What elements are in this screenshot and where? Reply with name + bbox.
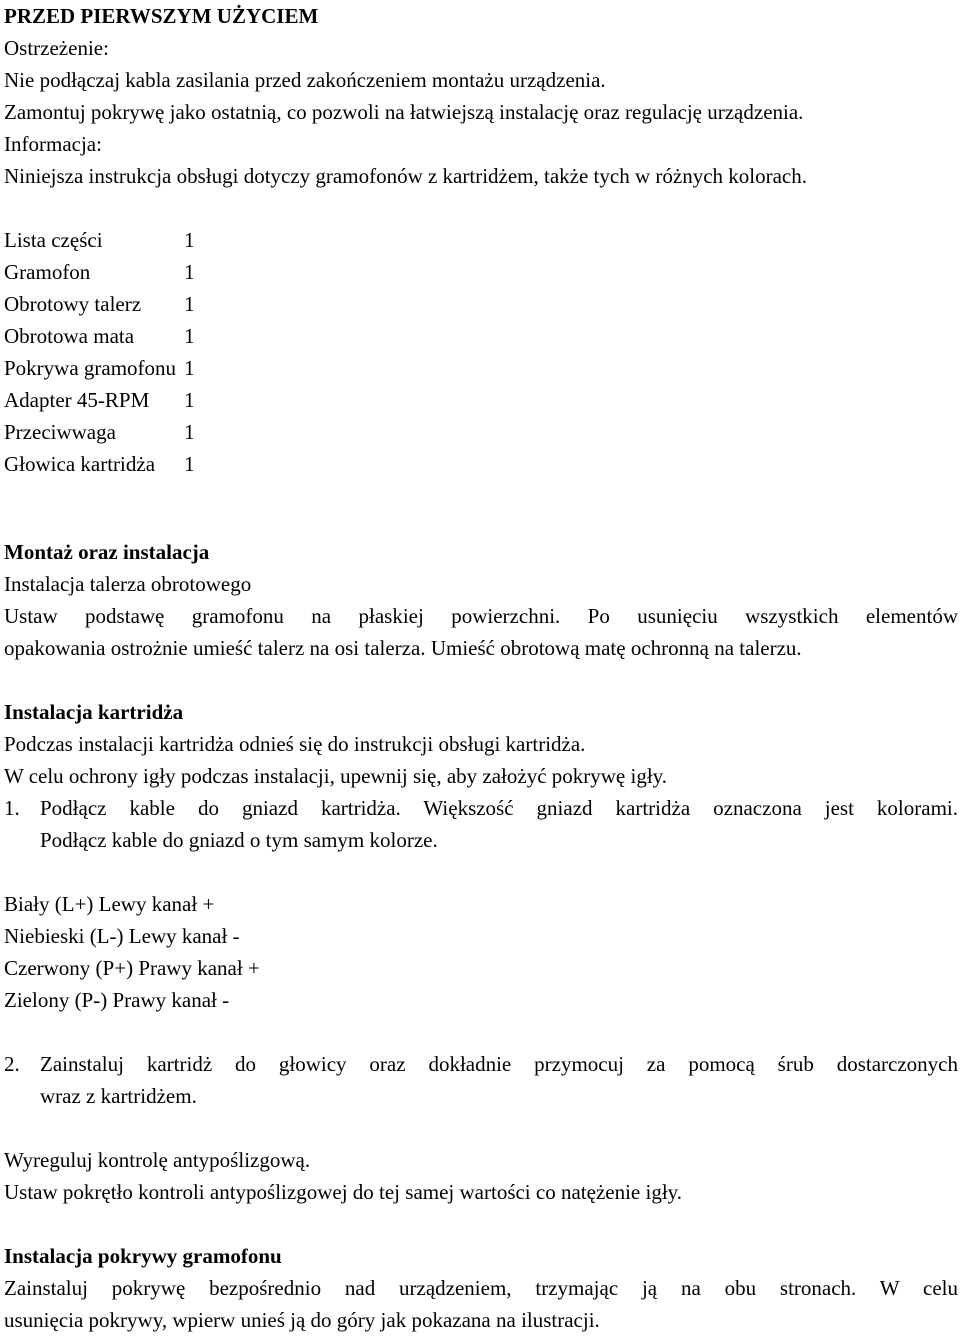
step-1-line-1: Podłącz kable do gniazd kartridża. Większość gniazd kartridża oznaczona jest kolorami. [40, 796, 958, 820]
part-qty: 1 [184, 420, 195, 444]
part-qty: 1 [184, 260, 195, 284]
assembly-subheading: Instalacja talerza obrotowego [4, 572, 252, 596]
warning-line-2: Zamontuj pokrywę jako ostatnią, co pozwoli na łatwiejszą instalację oraz regulację urządzenia. [4, 100, 804, 124]
warning-label: Ostrzeżenie: [4, 36, 109, 60]
table-row [4, 384, 195, 416]
step-2-line-1: Zainstaluj kartridż do głowicy oraz dokładnie przymocuj za pomocą śrub dostarczonych [40, 1052, 958, 1076]
table-row [4, 256, 195, 288]
spacer [4, 480, 958, 536]
channel-item: Niebieski (L-) Lewy kanał - [4, 924, 240, 948]
page-title: PRZED PIERWSZYM UŻYCIEM [4, 4, 319, 28]
antiskate-line-2: Ustaw pokrętło kontroli antypoślizgowej do tej samej wartości co natężenie igły. [4, 1180, 683, 1204]
part-qty: 1 [184, 228, 195, 252]
part-name: Przeciwwaga [4, 420, 116, 444]
spacer [4, 192, 958, 224]
part-name: Obrotowy talerz [4, 292, 142, 316]
cover-heading: Instalacja pokrywy gramofonu [4, 1244, 282, 1268]
part-name: Głowica kartridża [4, 452, 156, 476]
step-number: 2. [4, 1052, 20, 1076]
table-row [4, 320, 195, 352]
part-qty: 1 [184, 356, 195, 380]
assembly-paragraph-line-2: opakowania ostrożnie umieść talerz na osi talerza. Umieść obrotową matę ochronną na talerzu. [4, 636, 802, 660]
spacer [4, 1016, 958, 1048]
part-qty: 1 [184, 324, 195, 348]
spacer [4, 1208, 958, 1240]
part-name: Pokrywa gramofonu [4, 356, 177, 380]
part-qty: 1 [184, 388, 195, 412]
table-row [4, 224, 195, 256]
part-name: Obrotowa mata [4, 324, 135, 348]
part-qty: 1 [184, 292, 195, 316]
table-row [4, 288, 195, 320]
table-row [4, 448, 195, 480]
step-2 [4, 1048, 958, 1080]
part-name: Gramofon [4, 260, 91, 284]
table-row [4, 352, 195, 384]
assembly-paragraph-line-1: Ustaw podstawę gramofonu na płaskiej powierzchni. Po usunięciu wszystkich elementów [4, 604, 958, 628]
channel-item: Zielony (P-) Prawy kanał - [4, 988, 230, 1012]
cartridge-line-2: W celu ochrony igły podczas instalacji, upewnij się, aby założyć pokrywę igły. [4, 764, 668, 788]
info-line: Niniejsza instrukcja obsługi dotyczy gramofonów z kartridżem, także tych w różnych kolorach. [4, 164, 807, 188]
cover-line-2: usunięcia pokrywy, wpierw unieś ją do góry jak pokazana na ilustracji. [4, 1308, 600, 1332]
spacer [4, 664, 958, 696]
antiskate-line-1: Wyreguluj kontrolę antypoślizgową. [4, 1148, 311, 1172]
channel-item: Czerwony (P+) Prawy kanał + [4, 956, 260, 980]
step-1-line-2: Podłącz kable do gniazd o tym samym kolorze. [40, 828, 438, 852]
spacer [4, 856, 958, 888]
cover-line-1: Zainstaluj pokrywę bezpośrednio nad urządzeniem, trzymając ją na obu stronach. W celu [4, 1276, 958, 1300]
cartridge-heading: Instalacja kartridża [4, 700, 184, 724]
spacer [4, 1112, 958, 1144]
part-name: Adapter 45-RPM [4, 388, 150, 412]
info-label: Informacja: [4, 132, 102, 156]
step-1 [4, 792, 958, 824]
cartridge-line-1: Podczas instalacji kartridża odnieś się do instrukcji obsługi kartridża. [4, 732, 586, 756]
channel-item: Biały (L+) Lewy kanał + [4, 892, 215, 916]
step-2-line-2: wraz z kartridżem. [40, 1084, 197, 1108]
step-number: 1. [4, 796, 20, 820]
table-row [4, 416, 195, 448]
parts-list-table [4, 224, 195, 480]
part-name: Lista części [4, 228, 103, 252]
warning-line-1: Nie podłączaj kabla zasilania przed zakończeniem montażu urządzenia. [4, 68, 606, 92]
document-page [4, 0, 958, 1336]
part-qty: 1 [184, 452, 195, 476]
assembly-heading: Montaż oraz instalacja [4, 540, 210, 564]
